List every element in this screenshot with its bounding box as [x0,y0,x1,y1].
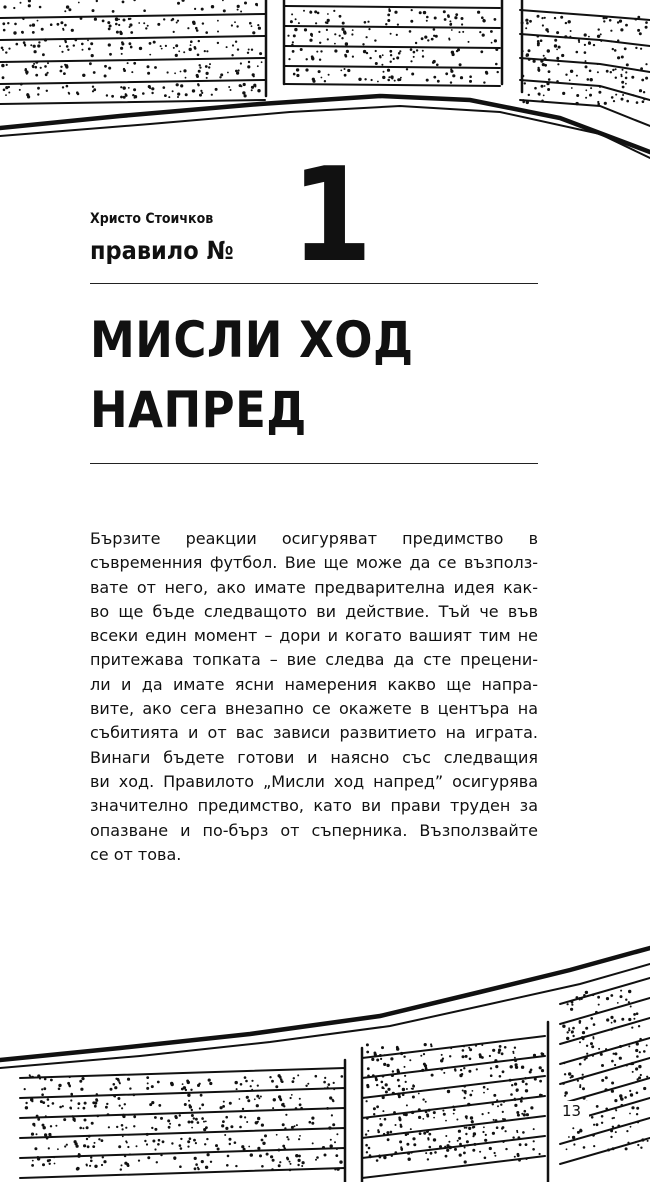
page-number: 13 [562,1102,582,1120]
chapter-title-line: МИСЛИ ХОД [90,311,414,369]
body-line: Винаги бъдете готови и наясно със следващия [90,747,538,767]
body-line: притежава топката – вие следва да сте прецени- [90,650,538,670]
rule-label: правило № [90,236,234,265]
divider-bottom [90,463,538,464]
body-line: Бързите реакции осигуряват предимство в [90,529,538,548]
divider-top [90,283,538,284]
chapter-title-line: НАПРЕД [90,381,307,439]
author-name: Христо Стоичков [90,211,214,227]
stadium-stands-bottom-icon [0,930,650,1182]
rule-number: 1 [291,139,373,291]
body-paragraph [90,527,538,867]
chapter-title [90,305,538,445]
body-line: събитията и от вас зависи развитието на играта. [90,723,538,743]
body-line: всеки един момент – дори и когато вашият тим не [90,626,538,646]
body-line: се от това. [90,844,182,864]
body-line: съвременния футбол. Вие ще може да се възполз- [90,553,538,573]
body-line: вите, ако сега внезапно се окажете в центъра на [90,699,538,719]
body-line: ви ход. Правилото „Мисли ход напред” осигурява [90,771,538,791]
stadium-stands-top-icon [0,0,650,160]
body-line: опазване и по-бърз от съперника. Възползвайте [90,820,538,840]
body-line: во ще бъде следващото ви действие. Тъй че във [90,601,538,621]
body-line: значително предимство, като ви прави труден за [90,796,538,816]
body-line: ли и да имате ясни намерения какво ще напра- [90,674,538,694]
body-line: вате от него, ако имате предварителна идея как- [90,577,538,597]
